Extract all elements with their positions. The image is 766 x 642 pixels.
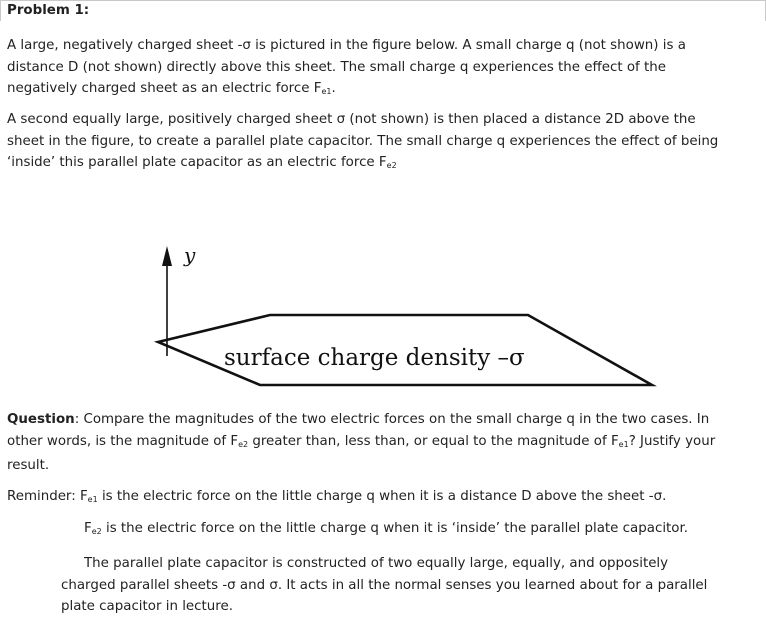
- problem-heading: Problem 1:: [7, 3, 90, 18]
- subscript-e1: e1: [321, 87, 332, 96]
- reminder-line-2: $F_{e2}$ is the electric force on the little charge q when it is ‘inside’ the parallel plate capacitor.: [84, 521, 689, 536]
- charged-sheet-figure: [0, 222, 766, 394]
- page-frame: [0, 0, 766, 21]
- paragraph-1-end: .: [331, 81, 336, 96]
- reminder-line-1: Reminder: $F_{e1}$ is the electric force on the little charge q when it is a distance D above the sheet -σ.: [7, 489, 667, 504]
- reminder-line-3: The parallel plate capacitor is constructed of two equally large, equally, and oppositely charged parallel sheets -σ and σ. It acts in all the normal senses you learned about for a parallel plate capacitor in lecture.: [61, 556, 708, 614]
- subscript-e2: e2: [386, 161, 397, 170]
- y-axis-arrowhead: [162, 246, 172, 266]
- paragraph-1: [7, 35, 727, 103]
- sheet-label: surface charge density –σ: [224, 345, 525, 371]
- paragraph-2-text: A second equally large, positively charged sheet σ (not shown) is then placed a distance 2D above the sheet in the figure, to create a parallel plate capacitor. The small charge q experiences the effect of being ‘inside’ this parallel plate capacitor as an electric force F: [7, 112, 719, 170]
- paragraph-1-text: A large, negatively charged sheet -σ is pictured in the figure below. A small charge q (not shown) is a distance D (not shown) directly above this sheet. The small charge q experiences the effect of the negatively charged sheet as an electric force F: [7, 38, 686, 96]
- paragraph-2: [7, 109, 727, 177]
- question-paragraph: Question: Compare the magnitudes of the two electric forces on the small charge q in the two cases. In other words, is the magnitude of $F_{e2}$ greater than, less than, or equal to the magnitude of $F_{e1}$? Justify your result.: [7, 412, 716, 473]
- y-axis-label: y: [184, 243, 196, 267]
- question-label: Question: [7, 412, 75, 427]
